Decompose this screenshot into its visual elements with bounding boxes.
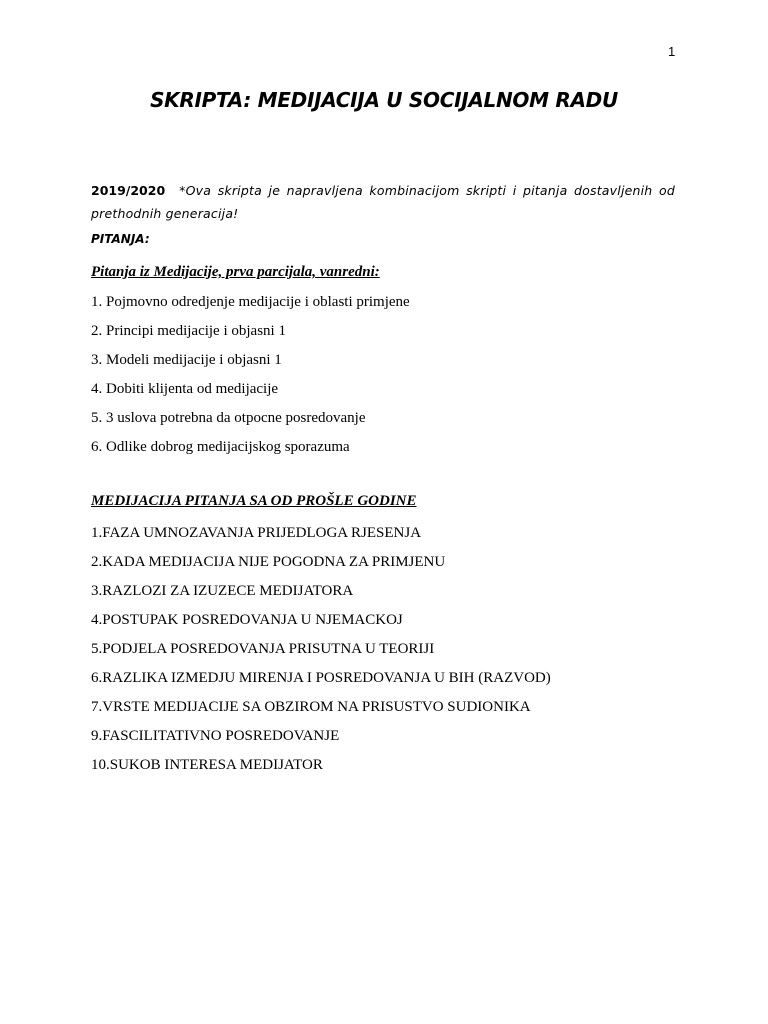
list-item: 4. Dobiti klijenta od medijacije (91, 381, 279, 397)
section-heading-last-year: MEDIJACIJA PITANJA SA OD PROŠLE GODINE (91, 493, 417, 509)
list-item: 1.FAZA UMNOZAVANJA PRIJEDLOGA RJESENJA (91, 525, 422, 541)
list-item: 2.KADA MEDIJACIJA NIJE POGODNA ZA PRIMJENU (91, 554, 446, 570)
intro-note: *Ova skripta je napravljena kombinacijom skripti i pitanja dostavljenih od prethodnih generacija! (91, 183, 675, 221)
list-item: 6.RAZLIKA IZMEDJU MIRENJA I POSREDOVANJA U BIH (RAZVOD) (91, 670, 551, 686)
list-item: 7.VRSTE MEDIJACIJE SA OBZIROM NA PRISUSTVO SUDIONIKA (91, 699, 531, 715)
list-item: 4.POSTUPAK POSREDOVANJA U NJEMACKOJ (91, 612, 403, 628)
list-item: 2. Principi medijacije i objasni 1 (91, 323, 286, 339)
list-item: 9.FASCILITATIVNO POSREDOVANJE (91, 728, 340, 744)
list-item: 6. Odlike dobrog medijacijskog sporazuma (91, 439, 350, 455)
document-title: SKRIPTA: MEDIJACIJA U SOCIJALNOM RADU (150, 88, 618, 112)
list-item: 10.SUKOB INTERESA MEDIJATOR (91, 757, 323, 773)
intro-paragraph (91, 179, 675, 225)
list-item: 1. Pojmovno odredjenje medijacije i oblasti primjene (91, 294, 410, 310)
academic-year: 2019/2020 (91, 183, 166, 198)
question-list-last-year (91, 524, 551, 785)
list-item: 5. 3 uslova potrebna da otpocne posredovanje (91, 410, 366, 426)
list-item: 5.PODJELA POSREDOVANJA PRISUTNA U TEORIJI (91, 641, 435, 657)
pitanja-label: PITANJA: (91, 232, 150, 246)
section-heading-first-partial: Pitanja iz Medijacije, prva parcijala, vanredni: (91, 264, 380, 280)
list-item: 3. Modeli medijacije i objasni 1 (91, 352, 282, 368)
list-item: 3.RAZLOZI ZA IZUZECE MEDIJATORA (91, 583, 354, 599)
question-list-first-partial (91, 293, 410, 467)
page-number: 1 (668, 44, 676, 59)
